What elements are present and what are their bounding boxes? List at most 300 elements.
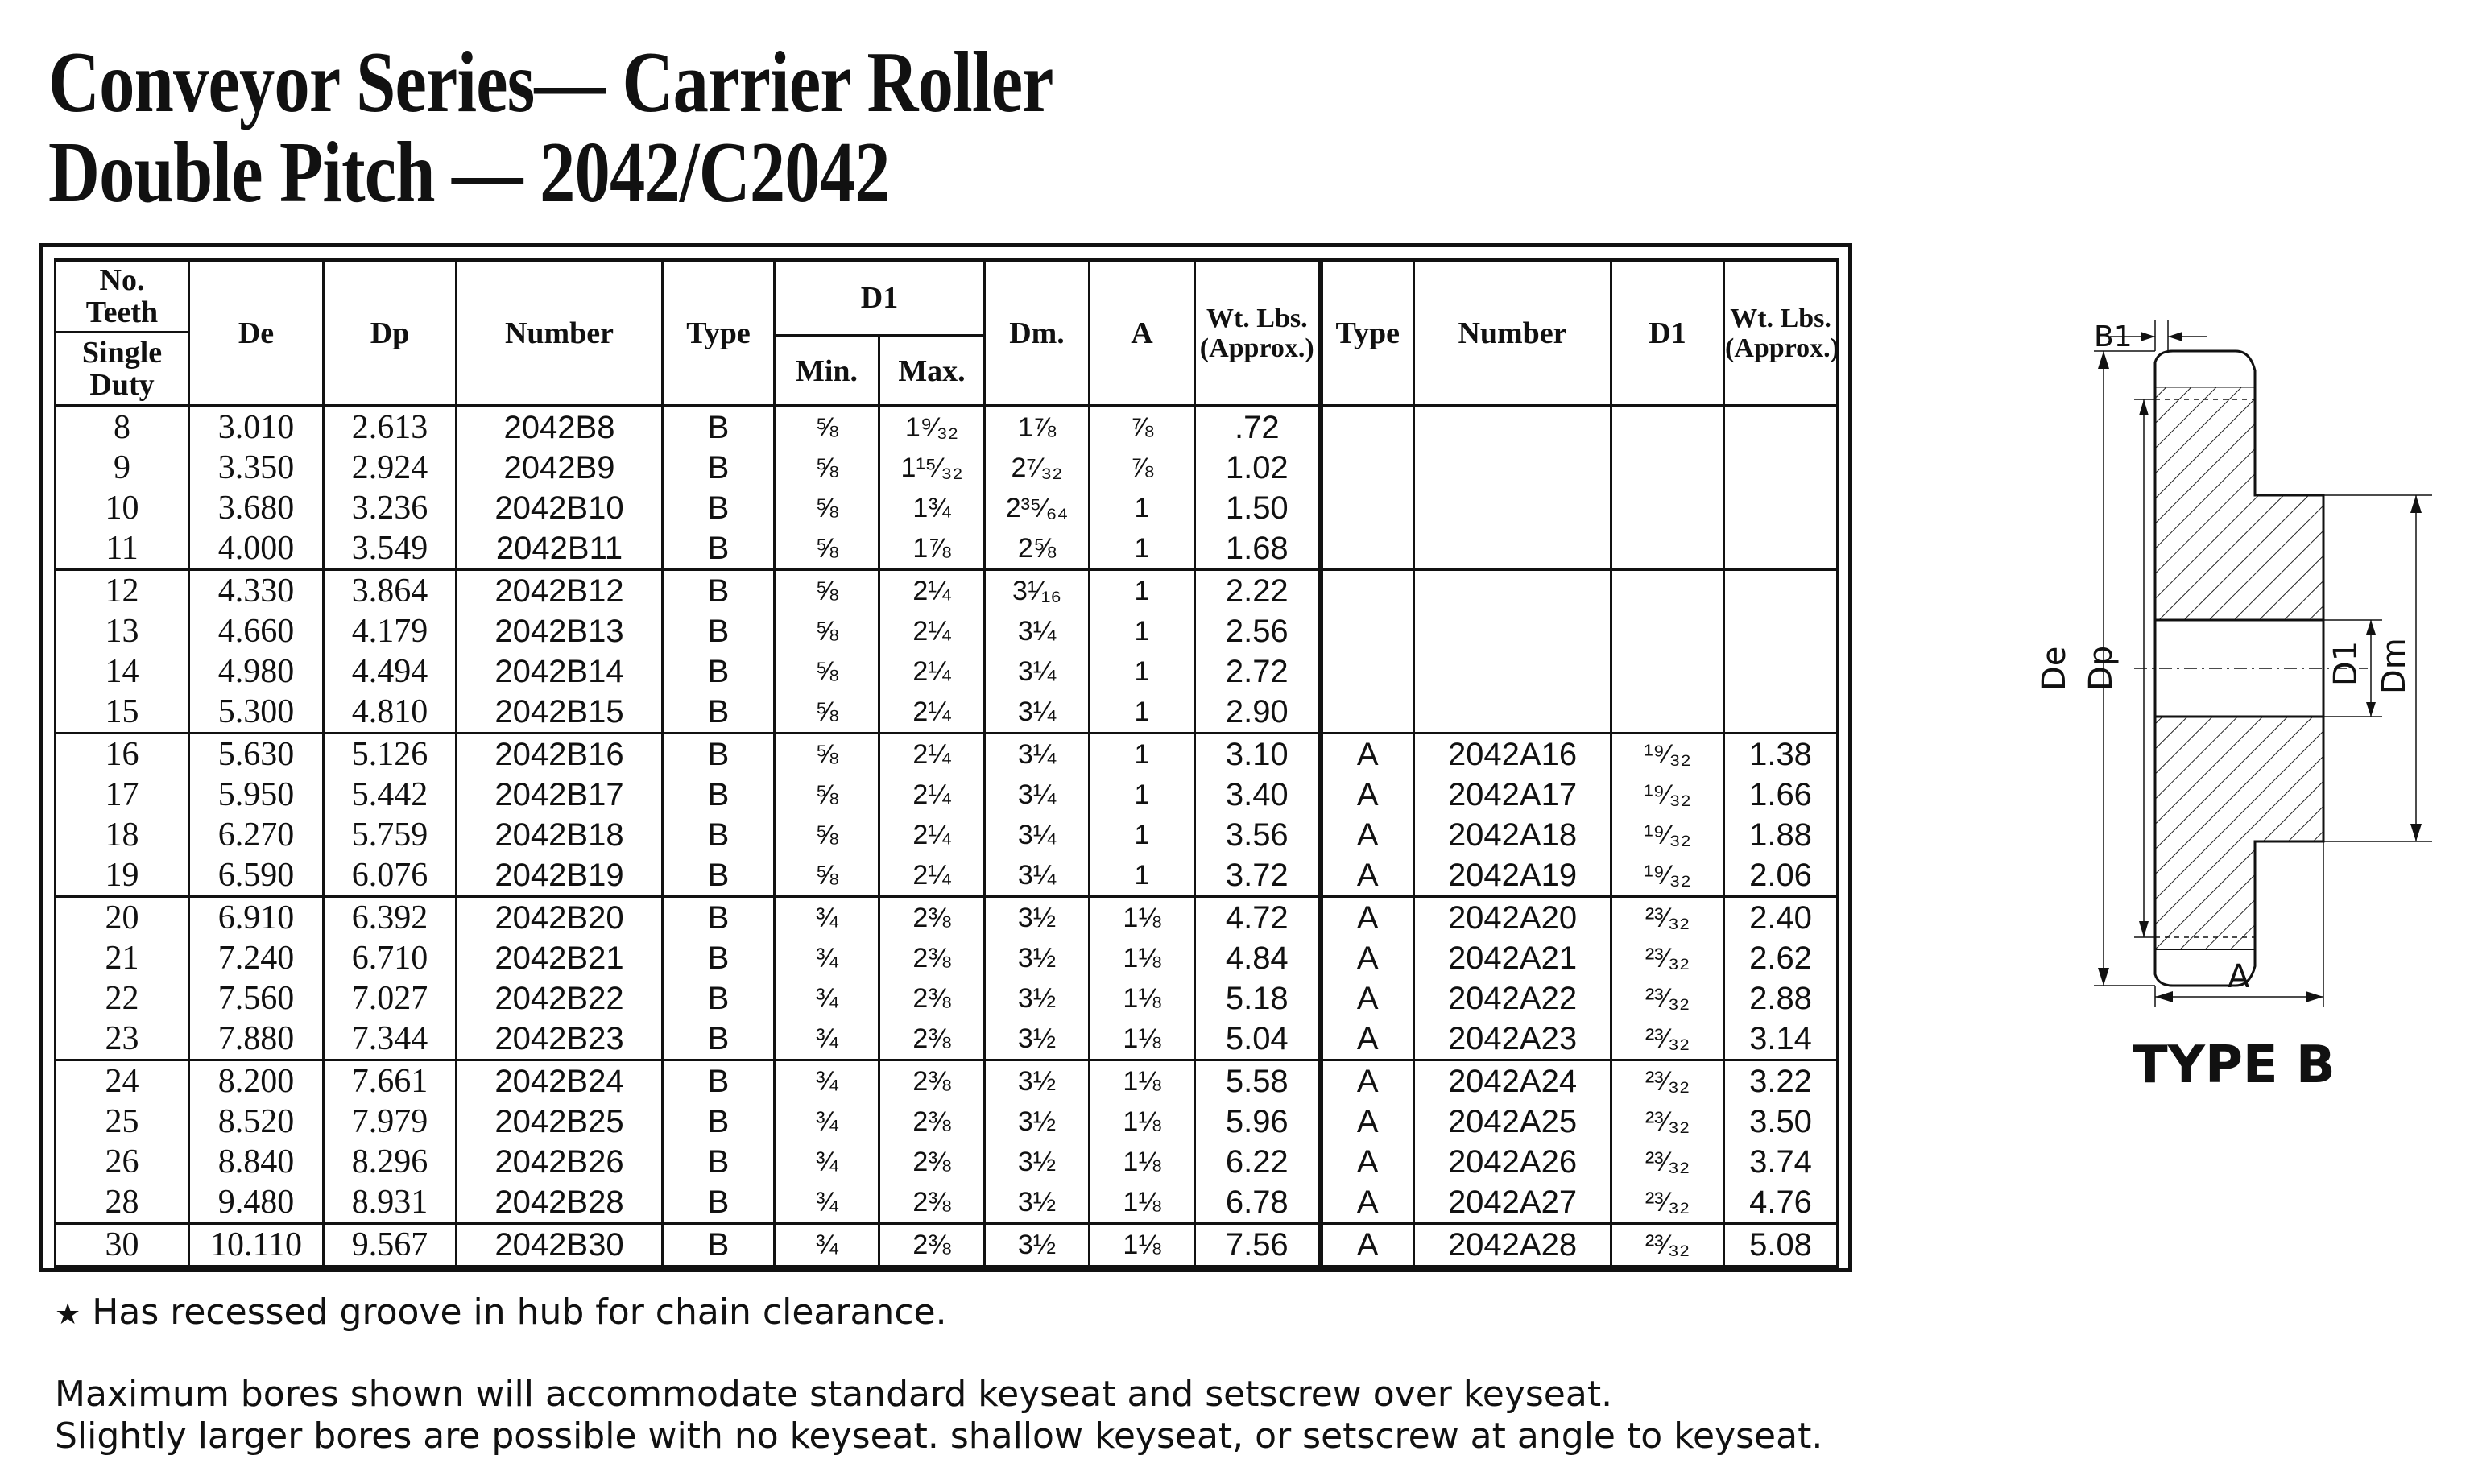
cell-dm: 3¼ xyxy=(985,815,1090,855)
cell-type: B xyxy=(663,611,775,651)
cell-d1 xyxy=(1611,651,1724,692)
cell-min: ⅝ xyxy=(775,815,879,855)
header-dp: Dp xyxy=(324,260,457,406)
cell-min: ¾ xyxy=(775,1019,879,1060)
cell-teeth: 19 xyxy=(56,855,189,897)
cell-number: 2042B16 xyxy=(457,734,663,775)
cell-wt: 3.10 xyxy=(1195,734,1321,775)
cell-teeth: 13 xyxy=(56,611,189,651)
table-row xyxy=(56,488,1838,528)
table-row xyxy=(56,448,1838,488)
cell-type2: A xyxy=(1321,1019,1414,1060)
table-row xyxy=(56,897,1838,939)
cell-a: 1⅛ xyxy=(1090,1182,1195,1224)
cell-wt2: 5.08 xyxy=(1724,1224,1838,1267)
cell-type2 xyxy=(1321,570,1414,612)
cell-wt: 6.22 xyxy=(1195,1142,1321,1182)
table-row xyxy=(56,1060,1838,1102)
cell-de: 4.660 xyxy=(189,611,324,651)
table-row xyxy=(56,1142,1838,1182)
spec-table-frame xyxy=(39,243,1852,1272)
cell-type: B xyxy=(663,815,775,855)
cell-min: ⅝ xyxy=(775,651,879,692)
cell-max: 2¼ xyxy=(879,611,985,651)
cell-type2: A xyxy=(1321,1142,1414,1182)
cell-type: B xyxy=(663,1019,775,1060)
cell-type: B xyxy=(663,775,775,815)
cell-d1: ²³⁄₃₂ xyxy=(1611,1142,1724,1182)
cell-wt: 1.02 xyxy=(1195,448,1321,488)
cell-type: B xyxy=(663,1142,775,1182)
cell-a: 1⅛ xyxy=(1090,1224,1195,1267)
cell-type2 xyxy=(1321,611,1414,651)
cell-wt2 xyxy=(1724,448,1838,488)
table-row xyxy=(56,1182,1838,1224)
cell-min: ¾ xyxy=(775,1224,879,1267)
cell-d1: ¹⁹⁄₃₂ xyxy=(1611,734,1724,775)
b1-dim-label: B1 xyxy=(2094,320,2133,353)
cell-d1: ¹⁹⁄₃₂ xyxy=(1611,815,1724,855)
cell-a: 1⅛ xyxy=(1090,1060,1195,1102)
cell-de: 5.630 xyxy=(189,734,324,775)
cell-min: ⅝ xyxy=(775,488,879,528)
table-row xyxy=(56,406,1838,448)
cell-number2: 2042A25 xyxy=(1414,1102,1611,1142)
cell-dm: 3½ xyxy=(985,1182,1090,1224)
cell-number: 2042B9 xyxy=(457,448,663,488)
cell-type: B xyxy=(663,978,775,1019)
cell-dm: 3¹⁄₁₆ xyxy=(985,570,1090,612)
cell-number2: 2042A19 xyxy=(1414,855,1611,897)
table-row xyxy=(56,651,1838,692)
table-row xyxy=(56,1224,1838,1267)
cell-wt: 5.96 xyxy=(1195,1102,1321,1142)
de-dim-label: De xyxy=(2036,646,2073,691)
cell-type: B xyxy=(663,528,775,570)
cell-dm: 3½ xyxy=(985,1224,1090,1267)
header-weight: Wt. Lbs. (Approx.) xyxy=(1195,260,1321,406)
cell-dm: 2⅝ xyxy=(985,528,1090,570)
cell-wt2 xyxy=(1724,528,1838,570)
cell-teeth: 10 xyxy=(56,488,189,528)
cell-d1: ²³⁄₃₂ xyxy=(1611,897,1724,939)
cell-dp: 4.494 xyxy=(324,651,457,692)
header-d1-min: Min. xyxy=(775,336,879,406)
table-row xyxy=(56,775,1838,815)
header-de: De xyxy=(189,260,324,406)
cell-type: B xyxy=(663,1060,775,1102)
cell-dm: 1⅞ xyxy=(985,406,1090,448)
cell-dm: 3¼ xyxy=(985,692,1090,734)
cell-wt2 xyxy=(1724,651,1838,692)
cell-number: 2042B23 xyxy=(457,1019,663,1060)
cell-teeth: 30 xyxy=(56,1224,189,1267)
cell-number: 2042B15 xyxy=(457,692,663,734)
cell-dp: 3.236 xyxy=(324,488,457,528)
header-type: Type xyxy=(663,260,775,406)
cell-de: 9.480 xyxy=(189,1182,324,1224)
header-weight-2: Wt. Lbs. (Approx.) xyxy=(1724,260,1838,406)
cell-dp: 6.392 xyxy=(324,897,457,939)
cell-max: 1⁹⁄₃₂ xyxy=(879,406,985,448)
cell-d1: ²³⁄₃₂ xyxy=(1611,1019,1724,1060)
cell-wt2 xyxy=(1724,611,1838,651)
cell-number2 xyxy=(1414,692,1611,734)
cell-max: 2⅜ xyxy=(879,1224,985,1267)
cell-dp: 5.759 xyxy=(324,815,457,855)
cell-wt2: 3.74 xyxy=(1724,1142,1838,1182)
header-d1-max: Max. xyxy=(879,336,985,406)
cell-teeth: 23 xyxy=(56,1019,189,1060)
header-a: A xyxy=(1090,260,1195,406)
cell-dm: 3½ xyxy=(985,897,1090,939)
table-row xyxy=(56,734,1838,775)
cell-de: 3.010 xyxy=(189,406,324,448)
header-d1-2: D1 xyxy=(1611,260,1724,406)
cell-type: B xyxy=(663,651,775,692)
cell-a: 1 xyxy=(1090,692,1195,734)
cell-min: ⅝ xyxy=(775,570,879,612)
header-number: Number xyxy=(457,260,663,406)
cell-teeth: 17 xyxy=(56,775,189,815)
cell-dp: 5.126 xyxy=(324,734,457,775)
cell-max: 2⅜ xyxy=(879,1142,985,1182)
cell-wt2: 2.40 xyxy=(1724,897,1838,939)
cell-dm: 2³⁵⁄₆₄ xyxy=(985,488,1090,528)
cell-de: 7.880 xyxy=(189,1019,324,1060)
note-recessed-groove-text: Has recessed groove in hub for chain clearance. xyxy=(92,1292,947,1333)
cell-d1: ²³⁄₃₂ xyxy=(1611,938,1724,978)
cell-de: 3.350 xyxy=(189,448,324,488)
cell-number: 2042B12 xyxy=(457,570,663,612)
cell-type: B xyxy=(663,406,775,448)
cell-dp: 7.027 xyxy=(324,978,457,1019)
cell-d1 xyxy=(1611,611,1724,651)
cell-teeth: 12 xyxy=(56,570,189,612)
cell-max: 2¼ xyxy=(879,692,985,734)
cell-type2 xyxy=(1321,448,1414,488)
cell-dm: 3¼ xyxy=(985,855,1090,897)
cell-wt2: 1.66 xyxy=(1724,775,1838,815)
cell-number2: 2042A22 xyxy=(1414,978,1611,1019)
header-single-duty: Single Duty xyxy=(56,331,188,404)
cell-dp: 6.710 xyxy=(324,938,457,978)
cell-d1: ²³⁄₃₂ xyxy=(1611,1060,1724,1102)
cell-dm: 3½ xyxy=(985,1142,1090,1182)
cell-teeth: 16 xyxy=(56,734,189,775)
cell-type2: A xyxy=(1321,815,1414,855)
cell-wt2: 2.88 xyxy=(1724,978,1838,1019)
cell-number2 xyxy=(1414,488,1611,528)
cell-wt: 2.22 xyxy=(1195,570,1321,612)
cell-wt2: 4.76 xyxy=(1724,1182,1838,1224)
cell-dp: 3.549 xyxy=(324,528,457,570)
cell-de: 7.240 xyxy=(189,938,324,978)
cell-type2: A xyxy=(1321,1102,1414,1142)
cell-dm: 3½ xyxy=(985,938,1090,978)
cell-dm: 3¼ xyxy=(985,611,1090,651)
cell-dp: 5.442 xyxy=(324,775,457,815)
cell-max: 2⅜ xyxy=(879,1182,985,1224)
cell-a: 1 xyxy=(1090,815,1195,855)
cell-number: 2042B10 xyxy=(457,488,663,528)
cell-type2: A xyxy=(1321,897,1414,939)
sprocket-section-top xyxy=(2155,387,2323,620)
cell-number2 xyxy=(1414,448,1611,488)
cell-type2: A xyxy=(1321,1182,1414,1224)
cell-type: B xyxy=(663,855,775,897)
cell-dm: 3¼ xyxy=(985,775,1090,815)
cell-number2: 2042A20 xyxy=(1414,897,1611,939)
cell-max: 2¼ xyxy=(879,570,985,612)
cell-dp: 2.924 xyxy=(324,448,457,488)
cell-a: 1 xyxy=(1090,570,1195,612)
cell-max: 2¼ xyxy=(879,734,985,775)
cell-de: 4.000 xyxy=(189,528,324,570)
cell-dp: 3.864 xyxy=(324,570,457,612)
table-row xyxy=(56,1102,1838,1142)
cell-dm: 3¼ xyxy=(985,734,1090,775)
cell-wt: 3.72 xyxy=(1195,855,1321,897)
cell-type: B xyxy=(663,1224,775,1267)
cell-wt2: 3.50 xyxy=(1724,1102,1838,1142)
cell-type: B xyxy=(663,488,775,528)
cell-teeth: 15 xyxy=(56,692,189,734)
cell-de: 8.200 xyxy=(189,1060,324,1102)
dm-dim-label: Dm xyxy=(2376,638,2413,694)
cell-wt2: 2.62 xyxy=(1724,938,1838,978)
cell-d1: ²³⁄₃₂ xyxy=(1611,1224,1724,1267)
cell-type: B xyxy=(663,734,775,775)
note-larger-bores: Slightly larger bores are possible with no keyseat. shallow keyseat, or setscrew at angle to keyseat. xyxy=(55,1416,1823,1457)
cell-number: 2042B20 xyxy=(457,897,663,939)
cell-wt: 6.78 xyxy=(1195,1182,1321,1224)
cell-wt: 3.56 xyxy=(1195,815,1321,855)
cell-wt2: 1.38 xyxy=(1724,734,1838,775)
cell-d1 xyxy=(1611,406,1724,448)
cell-wt: 2.72 xyxy=(1195,651,1321,692)
cell-max: 2¼ xyxy=(879,815,985,855)
a-dim-label: A xyxy=(2228,958,2250,995)
cell-wt: 2.56 xyxy=(1195,611,1321,651)
cell-d1 xyxy=(1611,570,1724,612)
cell-de: 8.520 xyxy=(189,1102,324,1142)
cell-wt: 4.84 xyxy=(1195,938,1321,978)
cell-min: ¾ xyxy=(775,938,879,978)
cell-de: 6.270 xyxy=(189,815,324,855)
cell-a: 1⅛ xyxy=(1090,938,1195,978)
cell-type2 xyxy=(1321,692,1414,734)
cell-wt: 1.50 xyxy=(1195,488,1321,528)
cell-teeth: 14 xyxy=(56,651,189,692)
cell-type: B xyxy=(663,448,775,488)
cell-min: ¾ xyxy=(775,978,879,1019)
cell-wt2 xyxy=(1724,570,1838,612)
cell-type2 xyxy=(1321,528,1414,570)
header-number-2: Number xyxy=(1414,260,1611,406)
diagram-type-label: TYPE B xyxy=(2133,1035,2335,1095)
cell-teeth: 21 xyxy=(56,938,189,978)
cell-max: 2¼ xyxy=(879,651,985,692)
cell-a: 1⅛ xyxy=(1090,1102,1195,1142)
cell-dm: 3½ xyxy=(985,1060,1090,1102)
cell-wt2 xyxy=(1724,406,1838,448)
cell-type2: A xyxy=(1321,1060,1414,1102)
cell-number2 xyxy=(1414,611,1611,651)
cell-teeth: 11 xyxy=(56,528,189,570)
cell-a: 1⅛ xyxy=(1090,1142,1195,1182)
cell-max: 2⅜ xyxy=(879,938,985,978)
cell-a: 1 xyxy=(1090,528,1195,570)
page-title-line-1: Conveyor Series— Carrier Roller xyxy=(48,35,1053,130)
cell-type: B xyxy=(663,692,775,734)
cell-number2: 2042A24 xyxy=(1414,1060,1611,1102)
header-dm: Dm. xyxy=(985,260,1090,406)
cell-number: 2042B25 xyxy=(457,1102,663,1142)
cell-teeth: 22 xyxy=(56,978,189,1019)
cell-type: B xyxy=(663,570,775,612)
cell-type2: A xyxy=(1321,775,1414,815)
cell-wt2: 1.88 xyxy=(1724,815,1838,855)
cell-min: ¾ xyxy=(775,897,879,939)
cell-teeth: 9 xyxy=(56,448,189,488)
cell-a: ⅞ xyxy=(1090,406,1195,448)
cell-number: 2042B24 xyxy=(457,1060,663,1102)
cell-min: ¾ xyxy=(775,1182,879,1224)
cell-number: 2042B22 xyxy=(457,978,663,1019)
cell-number: 2042B28 xyxy=(457,1182,663,1224)
cell-wt: 3.40 xyxy=(1195,775,1321,815)
cell-teeth: 20 xyxy=(56,897,189,939)
header-d1: D1 xyxy=(775,260,985,336)
table-row xyxy=(56,528,1838,570)
cell-teeth: 18 xyxy=(56,815,189,855)
cell-number: 2042B17 xyxy=(457,775,663,815)
cell-de: 10.110 xyxy=(189,1224,324,1267)
cell-d1: ²³⁄₃₂ xyxy=(1611,1102,1724,1142)
cell-dp: 8.931 xyxy=(324,1182,457,1224)
cell-dp: 8.296 xyxy=(324,1142,457,1182)
cell-de: 5.950 xyxy=(189,775,324,815)
cell-de: 4.330 xyxy=(189,570,324,612)
cell-teeth: 28 xyxy=(56,1182,189,1224)
cell-number: 2042B13 xyxy=(457,611,663,651)
cell-type2: A xyxy=(1321,1224,1414,1267)
page-title-line-2: Double Pitch — 2042/C2042 xyxy=(48,125,890,221)
cell-dp: 4.179 xyxy=(324,611,457,651)
cell-max: 2⅜ xyxy=(879,978,985,1019)
cell-type2 xyxy=(1321,488,1414,528)
cell-min: ¾ xyxy=(775,1142,879,1182)
cell-dp: 7.661 xyxy=(324,1060,457,1102)
cell-type: B xyxy=(663,897,775,939)
cell-d1: ²³⁄₃₂ xyxy=(1611,978,1724,1019)
cell-max: 2¼ xyxy=(879,775,985,815)
cell-max: 1¾ xyxy=(879,488,985,528)
cell-max: 2¼ xyxy=(879,855,985,897)
cell-type2 xyxy=(1321,406,1414,448)
cell-d1 xyxy=(1611,488,1724,528)
cell-type2: A xyxy=(1321,978,1414,1019)
cell-number: 2042B30 xyxy=(457,1224,663,1267)
cell-a: 1⅛ xyxy=(1090,897,1195,939)
cell-type2: A xyxy=(1321,938,1414,978)
cell-number2: 2042A17 xyxy=(1414,775,1611,815)
cell-d1: ¹⁹⁄₃₂ xyxy=(1611,855,1724,897)
cell-de: 8.840 xyxy=(189,1142,324,1182)
cell-wt: 5.58 xyxy=(1195,1060,1321,1102)
cell-number: 2042B18 xyxy=(457,815,663,855)
cell-dp: 9.567 xyxy=(324,1224,457,1267)
cell-number: 2042B26 xyxy=(457,1142,663,1182)
cell-a: 1 xyxy=(1090,651,1195,692)
cell-d1 xyxy=(1611,448,1724,488)
table-row xyxy=(56,978,1838,1019)
cell-dp: 7.979 xyxy=(324,1102,457,1142)
cell-min: ¾ xyxy=(775,1060,879,1102)
cell-number2 xyxy=(1414,528,1611,570)
table-row xyxy=(56,938,1838,978)
cell-wt: .72 xyxy=(1195,406,1321,448)
cell-a: 1 xyxy=(1090,488,1195,528)
cell-d1: ¹⁹⁄₃₂ xyxy=(1611,775,1724,815)
header-teeth: No. Teeth xyxy=(85,263,159,329)
cell-max: 2⅜ xyxy=(879,1019,985,1060)
cell-teeth: 24 xyxy=(56,1060,189,1102)
cell-max: 1¹⁵⁄₃₂ xyxy=(879,448,985,488)
cell-de: 3.680 xyxy=(189,488,324,528)
cell-dp: 6.076 xyxy=(324,855,457,897)
cell-number2: 2042A16 xyxy=(1414,734,1611,775)
cell-type2: A xyxy=(1321,734,1414,775)
cell-number: 2042B14 xyxy=(457,651,663,692)
spec-table xyxy=(54,258,1839,1268)
cell-d1: ²³⁄₃₂ xyxy=(1611,1182,1724,1224)
cell-wt2 xyxy=(1724,488,1838,528)
cell-min: ¾ xyxy=(775,1102,879,1142)
cell-number2 xyxy=(1414,406,1611,448)
cell-wt: 2.90 xyxy=(1195,692,1321,734)
header-type-2: Type xyxy=(1321,260,1414,406)
cell-max: 2⅜ xyxy=(879,897,985,939)
cell-teeth: 8 xyxy=(56,406,189,448)
table-row xyxy=(56,1019,1838,1060)
cell-min: ⅝ xyxy=(775,734,879,775)
cell-type2 xyxy=(1321,651,1414,692)
cell-wt: 4.72 xyxy=(1195,897,1321,939)
cell-de: 6.590 xyxy=(189,855,324,897)
cell-dp: 7.344 xyxy=(324,1019,457,1060)
cell-type: B xyxy=(663,1102,775,1142)
cell-number: 2042B19 xyxy=(457,855,663,897)
table-row xyxy=(56,815,1838,855)
cell-min: ⅝ xyxy=(775,611,879,651)
cell-number: 2042B8 xyxy=(457,406,663,448)
table-row xyxy=(56,692,1838,734)
cell-max: 2⅜ xyxy=(879,1102,985,1142)
cell-number2 xyxy=(1414,570,1611,612)
cell-wt2: 3.22 xyxy=(1724,1060,1838,1102)
note-maximum-bores: Maximum bores shown will accommodate standard keyseat and setscrew over keyseat. xyxy=(55,1374,1613,1415)
cell-dm: 3½ xyxy=(985,1102,1090,1142)
cell-min: ⅝ xyxy=(775,855,879,897)
table-row xyxy=(56,611,1838,651)
dp-dim-label: Dp xyxy=(2083,645,2120,691)
cell-min: ⅝ xyxy=(775,406,879,448)
cell-a: 1 xyxy=(1090,734,1195,775)
cell-a: 1⅛ xyxy=(1090,1019,1195,1060)
cell-a: 1 xyxy=(1090,855,1195,897)
